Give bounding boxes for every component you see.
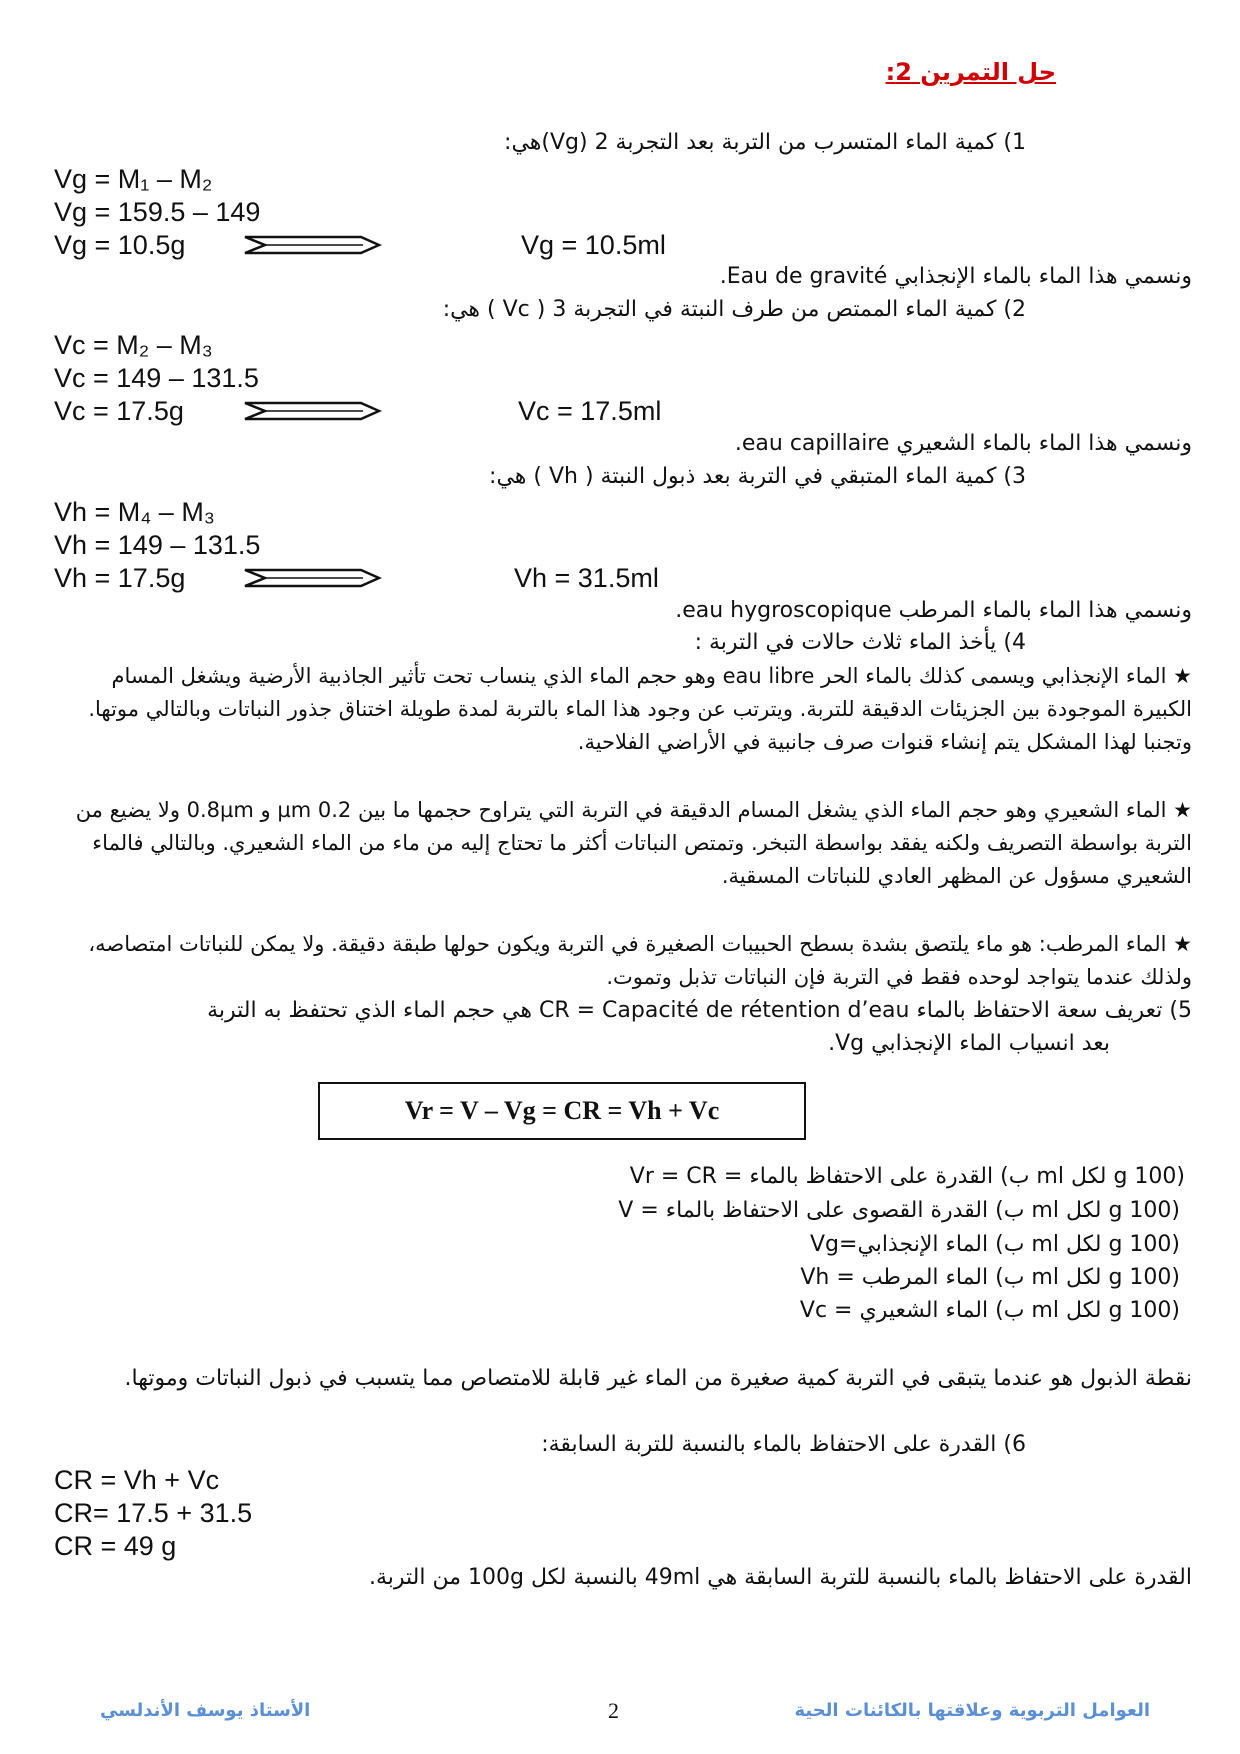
q1-calc-3: Vg = 10.5g [54, 230, 186, 260]
q2-result: Vc = 17.5ml [518, 396, 662, 426]
footer-course-title: العوامل التربوية وعلاقتها بالكائنات الحية [794, 1700, 1150, 1721]
paragraph-hygroscopic-water: ★ الماء المرطب: هو ماء يلتصق بشدة بسطح الحبيبات الصغيرة في التربة ويكون حولها طبقة دقيقة. ولا يمكن للنباتات امتصاصه، ولذلك عندما يتواجد لوحده فقط في التربة فإن النباتات تذبل وتموت. [88, 932, 1192, 989]
definition-vg: Vg=الماء الإنجذابي (ب ml لكل g 100) [809, 1232, 1180, 1257]
question-5-cont: بعد انسياب الماء الإنجذابي Vg. [828, 1031, 1110, 1056]
q1-calc-2: Vg = 159.5 – 149 [54, 197, 261, 227]
q3-calc-1: Vh = M₄ – M₃ [54, 497, 215, 527]
double-arrow-icon [243, 233, 383, 257]
q2-calc-1: Vc = M₂ – M₃ [54, 330, 213, 360]
question-4: 4) يأخذ الماء ثلاث حالات في التربة : [694, 630, 1026, 655]
definition-vh: Vh = الماء المرطب (ب ml لكل g 100) [800, 1265, 1180, 1290]
question-5: 5) تعريف سعة الاحتفاظ بالماء CR = Capacité de rétention d’eau هي حجم الماء الذي تحتفظ به التربة [207, 998, 1192, 1023]
definition-vc: Vc = الماء الشعيري (ب ml لكل g 100) [799, 1298, 1180, 1323]
q3-calc-3: Vh = 17.5g [54, 563, 186, 593]
q3-naming: ونسمي هذا الماء بالماء المرطب eau hygroscopique. [675, 598, 1192, 623]
q1-calc-1: Vg = M₁ – M₂ [54, 164, 213, 194]
double-arrow-icon [243, 566, 383, 590]
q6-calc-1: CR = Vh + Vc [54, 1465, 220, 1495]
q6-calc-3: CR = 49 g [54, 1531, 177, 1561]
q2-naming: ونسمي هذا الماء بالماء الشعيري eau capillaire. [734, 431, 1192, 456]
question-1: 1) كمية الماء المتسرب من التربة بعد التجربة 2 (Vg)هي: [504, 130, 1026, 155]
definition-v: V = القدرة القصوى على الاحتفاظ بالماء (ب ml لكل g 100) [618, 1198, 1180, 1223]
q3-result: Vh = 31.5ml [514, 563, 659, 593]
q6-calc-2: CR= 17.5 + 31.5 [54, 1498, 253, 1528]
formula-box: Vr = V – Vg = CR = Vh + Vc [318, 1082, 806, 1140]
question-6: 6) القدرة على الاحتفاظ بالماء بالنسبة للتربة السابقة: [541, 1432, 1026, 1457]
footer-author: الأستاذ يوسف الأندلسي [100, 1700, 311, 1721]
q2-calc-3: Vc = 17.5g [54, 396, 184, 426]
double-arrow-icon [243, 399, 383, 423]
paragraph-free-water: ★ الماء الإنجذابي ويسمى كذلك بالماء الحر eau libre وهو حجم الماء الذي ينساب تحت تأثير الجاذبية الأرضية ويشغل المسام الكبيرة الموجودة بين الجزيئات الدقيقة للتربة. ويترتب عن وجود هذا الماء بالتربة لمدة طويلة اختناق جذور النباتات وبالتالي موتها. وتجنبا لهذا المشكل يتم إنشاء قنوات صرف جانبية في الأراضي الفلاحية. [88, 664, 1192, 754]
q1-result: Vg = 10.5ml [521, 230, 666, 260]
wilting-point: نقطة الذبول هو عندما يتبقى في التربة كمية صغيرة من الماء غير قابلة للامتصاص مما يتسبب في ذبول النباتات وموتها. [124, 1366, 1192, 1391]
paragraph-capillary-water: ★ الماء الشعيري وهو حجم الماء الذي يشغل المسام الدقيقة في التربة التي يتراوح حجمها ما بين 0.2 µm و 0.8µm ولا يضيع من التربة بواسطة التصريف ولكنه يفقد بواسطة التبخر. وتمتص النباتات أكثر ما تحتاج إليه من ماء من الماء الشعيري. وبالتالي فالماء الشعيري مسؤول عن المظهر العادي للنباتات المسقية. [75, 798, 1192, 888]
conclusion: القدرة على الاحتفاظ بالماء بالنسبة للتربة السابقة هي 49ml بالنسبة لكل 100g من التربة. [368, 1565, 1192, 1590]
q2-calc-2: Vc = 149 – 131.5 [54, 363, 259, 393]
q3-calc-2: Vh = 149 – 131.5 [54, 530, 261, 560]
question-3: 3) كمية الماء المتبقي في التربة بعد ذبول النبتة ( Vh ) هي: [489, 464, 1026, 489]
page-number: 2 [608, 1698, 619, 1723]
question-2: 2) كمية الماء الممتص من طرف النبتة في التجربة 3 ( Vc ) هي: [442, 297, 1026, 322]
q1-naming: ونسمي هذا الماء بالماء الإنجذابي Eau de gravité. [719, 264, 1192, 289]
page-title: حل التمرين 2: [885, 58, 1056, 86]
definition-cr: Vr = CR = القدرة على الاحتفاظ بالماء (ب ml لكل g 100) [629, 1164, 1185, 1189]
